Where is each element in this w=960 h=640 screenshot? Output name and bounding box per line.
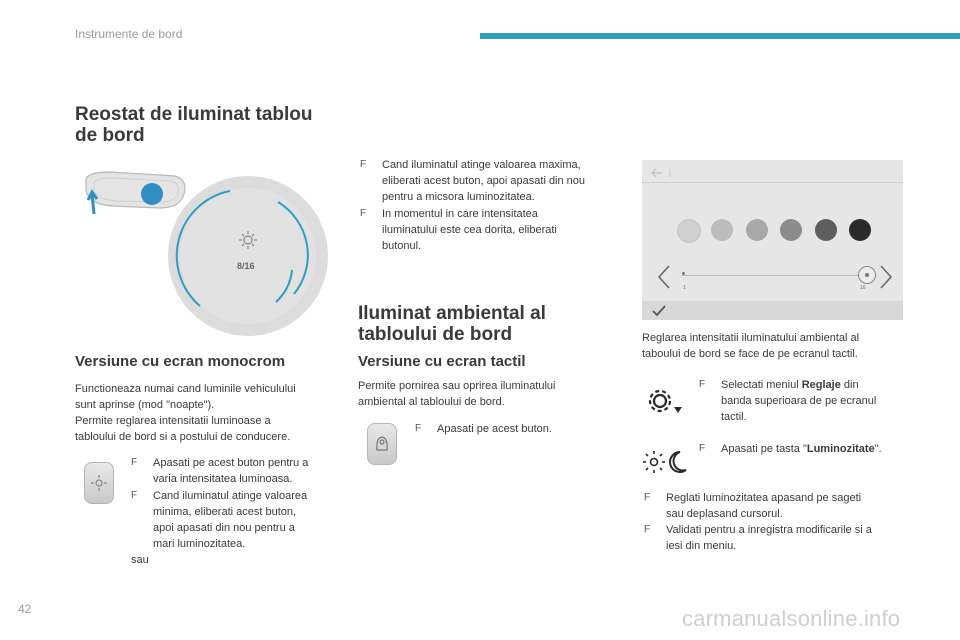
key-name: Luminozitate — [806, 443, 875, 455]
brightness-level-option[interactable] — [746, 219, 768, 241]
bullet-item — [131, 488, 336, 552]
text-run: Apasati pe tasta " — [721, 443, 807, 455]
text-line: taboului de bord se face de pe ecranul tactil. — [642, 348, 858, 360]
text-line: Functioneaza numai cand luminile vehiculului — [75, 383, 296, 395]
bullet-marker: F — [699, 379, 706, 390]
bullet-item — [699, 377, 909, 425]
bullet-text: mari luminozitatea. — [153, 538, 246, 550]
section-header: Instrumente de bord — [75, 27, 183, 41]
dimmer-illustration — [80, 168, 335, 338]
brightness-level-option[interactable] — [815, 219, 837, 241]
ambient-adjust-description — [642, 330, 912, 362]
bullet-text: In momentul in care intensitatea — [382, 208, 538, 220]
bullet-item — [360, 157, 620, 205]
text-run: Selectati meniul — [721, 379, 802, 391]
chevron-left-icon[interactable] — [656, 264, 672, 290]
text-line: Permite pornirea sau oprirea iluminatului — [358, 380, 556, 392]
bullet-text: Reglati luminozitatea apasand pe sageti — [666, 492, 862, 504]
bullet-item — [415, 421, 615, 437]
back-arrow-icon[interactable] — [650, 166, 680, 180]
bullet-marker: F — [644, 524, 651, 535]
bullet-text: Apasati pe acest buton. — [437, 423, 552, 435]
section-title-ambient — [358, 303, 546, 345]
title-line: tabloului de bord — [358, 324, 513, 345]
gear-icon — [645, 387, 685, 417]
bullet-text: Cand iluminatul atinge valoarea — [153, 490, 308, 502]
bullet-text: apoi apasati din nou pentru a — [153, 522, 295, 534]
touchscreen-panel — [642, 160, 903, 320]
brightness-level-option[interactable] — [780, 219, 802, 241]
bullet-text: eliberati acest buton, apoi apasati din nou — [382, 175, 586, 187]
bullet-item — [644, 490, 914, 522]
bullet-item — [131, 455, 336, 487]
brightness-icon — [643, 451, 665, 473]
bullet-text: banda superioara de pe ecranul — [721, 395, 877, 407]
brightness-level-option[interactable] — [711, 219, 733, 241]
bullet-text: Cand iluminatul atinge valoarea maxima, — [382, 159, 581, 171]
bullet-item — [699, 441, 914, 457]
slider-track[interactable] — [682, 275, 860, 276]
slider-min-label: 1 — [683, 285, 686, 291]
touchscreen-description — [358, 378, 618, 410]
text-line: sunt aprinse (mod "noapte"). — [75, 399, 215, 411]
bullet-marker: F — [699, 443, 706, 454]
slider-thumb[interactable] — [858, 266, 876, 284]
section-title-dimmer — [75, 104, 313, 146]
bullet-marker: F — [131, 457, 138, 468]
bullet-text — [699, 377, 909, 393]
bullet-text: iesi din meniu. — [666, 540, 737, 552]
gauge-value: 8/16 — [237, 261, 255, 271]
moon-icon — [670, 452, 686, 472]
bullet-text: butonul. — [382, 240, 422, 252]
text-line: ambiental al tabloului de bord. — [358, 396, 505, 408]
bullet-text: pentru a micsora luminozitatea. — [382, 191, 535, 203]
slider-max-label: 16 — [860, 285, 866, 291]
bullet-item — [360, 206, 620, 254]
brightness-moon-icon — [642, 448, 690, 476]
dimmer-button-icon — [84, 462, 114, 504]
bullet-text: sau deplasand cursorul. — [666, 508, 783, 520]
checkmark-icon[interactable] — [652, 305, 666, 316]
ambient-button-icon — [367, 423, 397, 465]
slider-min-mark — [682, 272, 685, 275]
bullet-marker: F — [360, 159, 367, 170]
header-accent-bar — [480, 33, 960, 39]
chevron-right-icon[interactable] — [878, 264, 894, 290]
text-line: Reglarea intensitatii iluminatului ambiental al — [642, 332, 860, 344]
bullet-marker: F — [415, 423, 422, 434]
bullet-text: Apasati pe acest buton pentru a — [153, 457, 309, 469]
text-run: ". — [874, 443, 882, 455]
menu-name: Reglaje — [801, 379, 841, 391]
bullet-marker: F — [644, 492, 651, 503]
page-number: 42 — [18, 602, 32, 616]
text-run: din — [840, 379, 859, 391]
bullet-marker: F — [131, 490, 138, 501]
bullet-text: tactil. — [721, 411, 747, 423]
title-line: Reostat de iluminat tablou — [75, 104, 313, 125]
divider — [642, 182, 903, 183]
bullet-text: minima, eliberati acest buton, — [153, 506, 297, 518]
bullet-text: varia intensitatea luminoasa. — [153, 473, 293, 485]
brightness-level-option[interactable] — [677, 219, 701, 243]
text-line: Permite reglarea intensitatii luminoase a — [75, 415, 271, 427]
subtitle-monochrome: Versiune cu ecran monocrom — [75, 353, 286, 370]
bullet-text: Validati pentru a inregistra modificarile si a — [666, 524, 872, 536]
watermark: carmanualsonline.info — [682, 606, 901, 631]
bullet-item — [644, 522, 914, 554]
title-line: de bord — [75, 125, 145, 146]
bullet-text: iluminatului este cea dorita, eliberati — [382, 224, 557, 236]
bullet-text — [699, 441, 914, 457]
title-line: Iluminat ambiental al — [358, 303, 546, 324]
brightness-level-option[interactable] — [849, 219, 871, 241]
or-text: sau — [131, 554, 149, 566]
subtitle-touchscreen: Versiune cu ecran tactil — [358, 353, 526, 370]
bullet-marker: F — [360, 208, 367, 219]
monochrome-description — [75, 381, 345, 445]
panel-bottom-bar — [642, 301, 903, 320]
text-line: tabloului de bord si a postului de conducere. — [75, 431, 291, 443]
